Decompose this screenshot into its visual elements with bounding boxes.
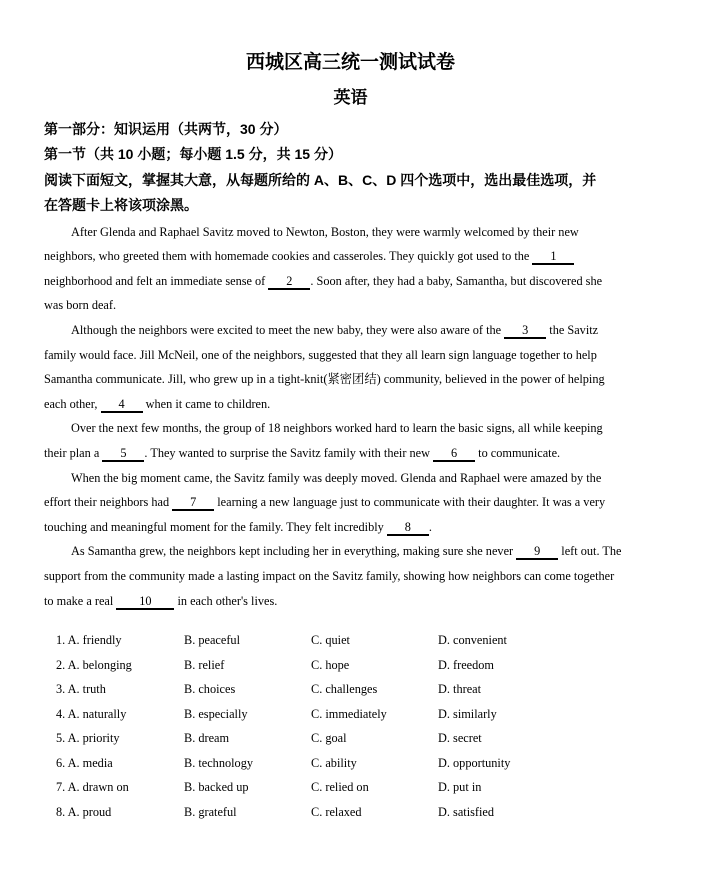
page-title: 西城区高三统一测试试卷 [245,52,455,73]
question-row [56,677,701,702]
question-row [56,751,701,776]
option-b: B. peaceful [184,633,240,648]
option-a: 7. A. drawn on [56,780,129,795]
option-d: D. put in [438,780,482,795]
option-a: 5. A. priority [56,731,120,746]
option-a: 2. A. belonging [56,657,132,672]
option-b: B. grateful [184,804,237,819]
option-a: 4. A. naturally [56,706,127,721]
page-subtitle: 英语 [333,88,368,107]
option-d: D. freedom [438,657,494,672]
option-b: B. backed up [184,780,249,795]
option-d: D. threat [438,682,482,697]
section-headings [44,117,607,219]
option-c: C. goal [311,731,347,746]
option-d: D. convenient [438,633,507,648]
option-c: C. quiet [311,633,350,648]
option-d: D. opportunity [438,755,511,770]
question-row [56,800,701,825]
option-a: 3. A. truth [56,682,106,697]
instructions: 阅读下面短文，掌握其大意，从每题所给的 A、B、C、D 四个选项中，选出最佳选项，并在答题卡上将该项涂黑。 [44,171,597,214]
option-c: C. relaxed [311,804,362,819]
option-b: B. relief [184,657,225,672]
section-heading: 第一节（共 10 小题；每小题 1.5 分，共 15 分） [44,146,342,163]
option-c: C. challenges [311,682,378,697]
option-c: C. hope [311,657,350,672]
cloze-blank-5: 5 [102,446,144,462]
question-row [56,775,701,800]
cloze-blank-1: 1 [532,249,574,265]
passage [44,220,624,614]
cloze-blank-6: 6 [433,446,475,462]
cloze-blank-7: 7 [172,495,214,511]
option-a: 1. A. friendly [56,633,122,648]
passage-paragraph: As Samantha grew, the neighbors kept including her in everything, making sure she never 9 left out. The support from the community made a lasting impact on the Savitz family, showing how neighbors can come together to make a real 10 in each other's lives. [44,544,622,608]
cloze-blank-9: 9 [516,544,558,560]
passage-paragraph: When the big moment came, the Savitz family was deeply moved. Glenda and Raphael were amazed by the effort their neighbors had 7 learning a new language just to communicate with their daughter. It was a very touching and meaningful moment for the family. They felt incredibly 8 . [44,470,606,534]
passage-paragraph: Over the next few months, the group of 18 neighbors worked hard to learn the basic signs, all while keeping their plan a 5 . They wanted to surprise the Savitz family with their new 6 to communicate. [44,421,603,460]
option-a: 6. A. media [56,755,113,770]
questions-table [56,628,701,824]
option-b: B. dream [184,731,230,746]
cloze-blank-10: 10 [116,594,174,610]
cloze-blank-2: 2 [268,274,310,290]
option-d: D. satisfied [438,804,495,819]
option-c: C. immediately [311,706,387,721]
cloze-blank-3: 3 [504,323,546,339]
option-b: B. especially [184,706,248,721]
cloze-blank-8: 8 [387,520,429,536]
passage-paragraph: Although the neighbors were excited to meet the new baby, they were also aware of the 3 the Savitz family would face. Jill McNeil, one of the neighbors, suggested that they all learn sign language together to help Samantha communicate. Jill, who grew up in a tight-knit(紧密团结) community, believed in the power of helping each other, 4 when it came to children. [44,323,605,411]
option-c: C. ability [311,755,357,770]
question-row [56,702,701,727]
question-row [56,726,701,751]
cloze-blank-4: 4 [101,397,143,413]
option-a: 8. A. proud [56,804,112,819]
option-b: B. choices [184,682,236,697]
passage-paragraph: After Glenda and Raphael Savitz moved to Newton, Boston, they were warmly welcomed by their new neighbors, who greeted them with homemade cookies and casseroles. They quickly got used to the 1 neighborhood and felt an immediate sense of 2 . Soon after, they had a baby, Samantha, but discovered she was born deaf. [44,224,603,313]
option-d: D. similarly [438,706,497,721]
option-d: D. secret [438,731,482,746]
part-heading: 第一部分：知识运用（共两节，30 分） [44,121,288,137]
option-c: C. relied on [311,780,369,795]
option-b: B. technology [184,755,253,770]
question-row [56,628,701,653]
question-row [56,653,701,678]
